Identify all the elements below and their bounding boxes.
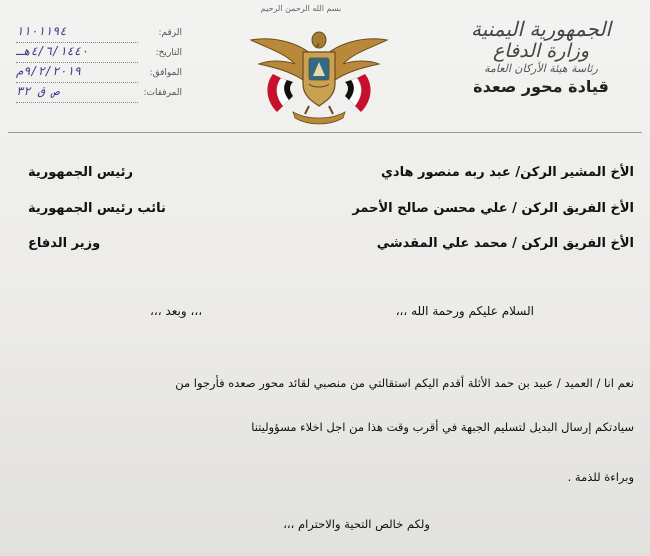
hijri-date-row: [8, 44, 184, 64]
yemen-eagle-emblem-icon: [243, 22, 395, 128]
ref-number-value: ١١٠١١٩٤: [16, 24, 138, 43]
org-line-ministry: وزارة الدفاع: [492, 40, 590, 62]
org-line-staff: رئاسة هيئة الأركان العامة: [484, 62, 598, 75]
title-president: رئيس الجمهورية: [28, 165, 133, 180]
greeting-after: ،،، وبعد ،،،: [150, 304, 203, 318]
hijri-date-value: ٤/٦/١٤٤٠هـ: [16, 44, 138, 63]
ref-number-row: [8, 24, 184, 44]
closing-line: ولكم خالص التحية والاحترام ،،،: [283, 517, 430, 531]
reference-block: [8, 24, 184, 104]
letterhead-org: [446, 18, 636, 98]
attachments-value: ص ق ٣٢: [16, 84, 138, 103]
addressee-vice-president: الأخ الفريق الركن / علي محسن صالح الأحمر: [352, 201, 634, 216]
addressee-president: الأخ المشير الركن/ عبد ربه منصور هادي: [381, 165, 634, 180]
ref-number-label: الرقم:: [158, 28, 182, 38]
org-line-republic: الجمهورية اليمنية: [470, 17, 612, 41]
attachments-row: [8, 84, 184, 104]
hijri-date-label: التاريخ:: [155, 48, 182, 58]
title-defense-minister: وزير الدفاع: [28, 236, 101, 251]
basmala: بسم الله الرحمن الرحيم: [260, 4, 342, 13]
body-line-1: نعم انا / العميد / عبيد بن حمد الأثلة أقدم اليكم استقالتي من منصبي لقائد محور صعده فأرجوا من: [175, 376, 634, 390]
attachments-label: المرفقات:: [143, 88, 182, 98]
header-divider: [8, 132, 642, 133]
body-line-3: وبراءة للذمة .: [567, 470, 634, 484]
gregorian-date-label: الموافق:: [149, 68, 182, 78]
body-line-2: سيادتكم إرسال البديل لتسليم الجبهة في أقرب وقت هذا من اجل اخلاء مسؤوليتنا: [251, 420, 634, 434]
greeting: السلام عليكم ورحمة الله ،،،: [395, 304, 534, 318]
gregorian-date-value: ٩/٢/٢٠١٩م: [16, 64, 138, 83]
addressee-defense-minister: الأخ الفريق الركن / محمد علي المقدشي: [376, 236, 634, 251]
title-vice-president: نائب رئيس الجمهورية: [28, 201, 166, 216]
gregorian-date-row: [8, 64, 184, 84]
org-line-command: قيادة محور صعدة: [473, 77, 609, 96]
